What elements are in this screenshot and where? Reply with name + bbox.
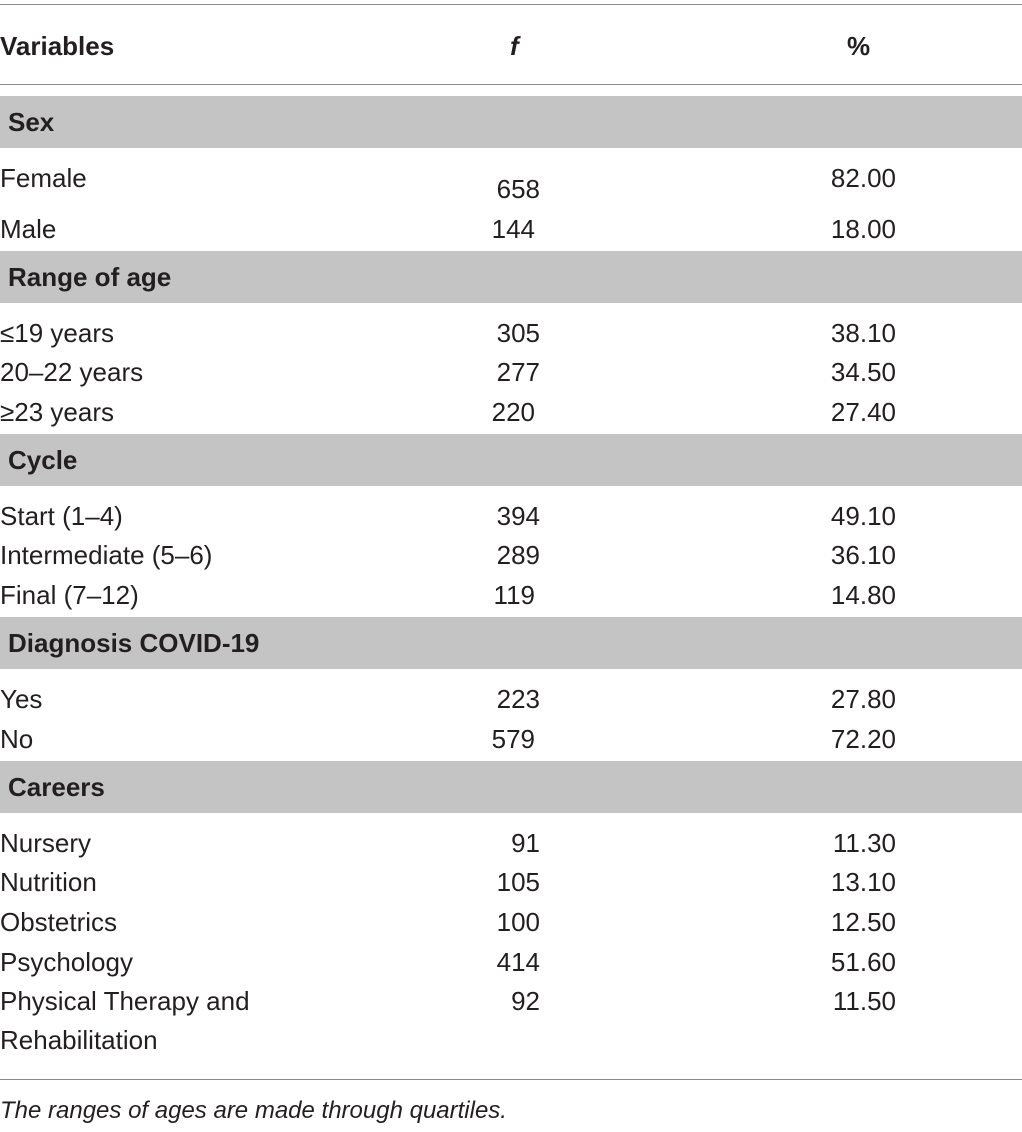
- section-title: Range of age: [8, 262, 172, 292]
- table-top-rule: [0, 4, 1022, 5]
- row-label-nutrition: Nutrition: [0, 867, 97, 897]
- section-header-age: [0, 251, 1022, 303]
- row-pct-nutrition: 13.10: [830, 867, 896, 897]
- row-pct-cycle-intermediate: 36.10: [830, 540, 896, 570]
- row-pct-obstetrics: 12.50: [830, 907, 896, 937]
- row-f-age-2: 277: [496, 357, 540, 387]
- section-title: Cycle: [8, 445, 78, 475]
- row-label-covid-no: No: [0, 724, 34, 754]
- header-percent: %: [847, 31, 871, 61]
- row-f-physical-therapy: 92: [511, 986, 540, 1016]
- section-title: Careers: [8, 772, 105, 802]
- row-f-cycle-start: 394: [496, 501, 540, 531]
- row-f-female: 658: [496, 174, 540, 204]
- row-pct-psychology: 51.60: [830, 947, 896, 977]
- section-header-covid: [0, 617, 1022, 669]
- row-label-age-1: ≤19 years: [0, 318, 114, 348]
- row-pct-age-2: 34.50: [830, 357, 896, 387]
- row-f-nutrition: 105: [496, 867, 540, 897]
- row-f-age-3: 220: [491, 397, 535, 427]
- row-pct-covid-yes: 27.80: [830, 684, 896, 714]
- section-header-cycle: [0, 434, 1022, 486]
- row-pct-male: 18.00: [830, 214, 896, 244]
- row-f-psychology: 414: [496, 947, 540, 977]
- row-pct-cycle-final: 14.80: [830, 580, 896, 610]
- row-label-psychology: Psychology: [0, 947, 133, 977]
- row-label-physical-therapy: Physical Therapy and Rehabilitation: [0, 986, 250, 1055]
- row-pct-age-3: 27.40: [830, 397, 896, 427]
- row-label-nursery: Nursery: [0, 828, 92, 858]
- section-title: Sex: [8, 107, 55, 137]
- row-pct-nursery: 11.30: [832, 828, 896, 858]
- row-pct-cycle-start: 49.10: [830, 501, 896, 531]
- row-label-cycle-final: Final (7–12): [0, 580, 139, 610]
- row-pct-female: 82.00: [830, 163, 896, 193]
- table-footnote: The ranges of ages are made through quartiles.: [0, 1097, 507, 1124]
- row-f-obstetrics: 100: [496, 907, 540, 937]
- row-f-nursery: 91: [511, 828, 540, 858]
- section-header-careers: [0, 761, 1022, 813]
- row-f-cycle-intermediate: 289: [496, 540, 540, 570]
- row-pct-age-1: 38.10: [830, 318, 896, 348]
- section-header-sex: [0, 96, 1022, 148]
- header-frequency: f: [510, 31, 519, 61]
- row-pct-physical-therapy: 11.50: [832, 986, 896, 1016]
- row-f-covid-no: 579: [491, 724, 535, 754]
- header-rule: [0, 84, 1022, 85]
- row-label-female: Female: [0, 163, 87, 193]
- row-label-age-2: 20–22 years: [0, 357, 144, 387]
- row-label-covid-yes: Yes: [0, 684, 43, 714]
- table-bottom-rule: [0, 1079, 1022, 1080]
- row-label-obstetrics: Obstetrics: [0, 907, 118, 937]
- row-f-covid-yes: 223: [496, 684, 540, 714]
- row-label-male: Male: [0, 214, 57, 244]
- row-label-cycle-intermediate: Intermediate (5–6): [0, 540, 213, 570]
- row-label-age-3: ≥23 years: [0, 397, 114, 427]
- row-pct-covid-no: 72.20: [830, 724, 896, 754]
- row-f-age-1: 305: [496, 318, 540, 348]
- row-f-cycle-final: 119: [493, 580, 535, 610]
- header-variables: Variables: [0, 31, 115, 61]
- row-f-male: 144: [491, 214, 535, 244]
- section-title: Diagnosis COVID-19: [8, 628, 260, 658]
- row-label-cycle-start: Start (1–4): [0, 501, 123, 531]
